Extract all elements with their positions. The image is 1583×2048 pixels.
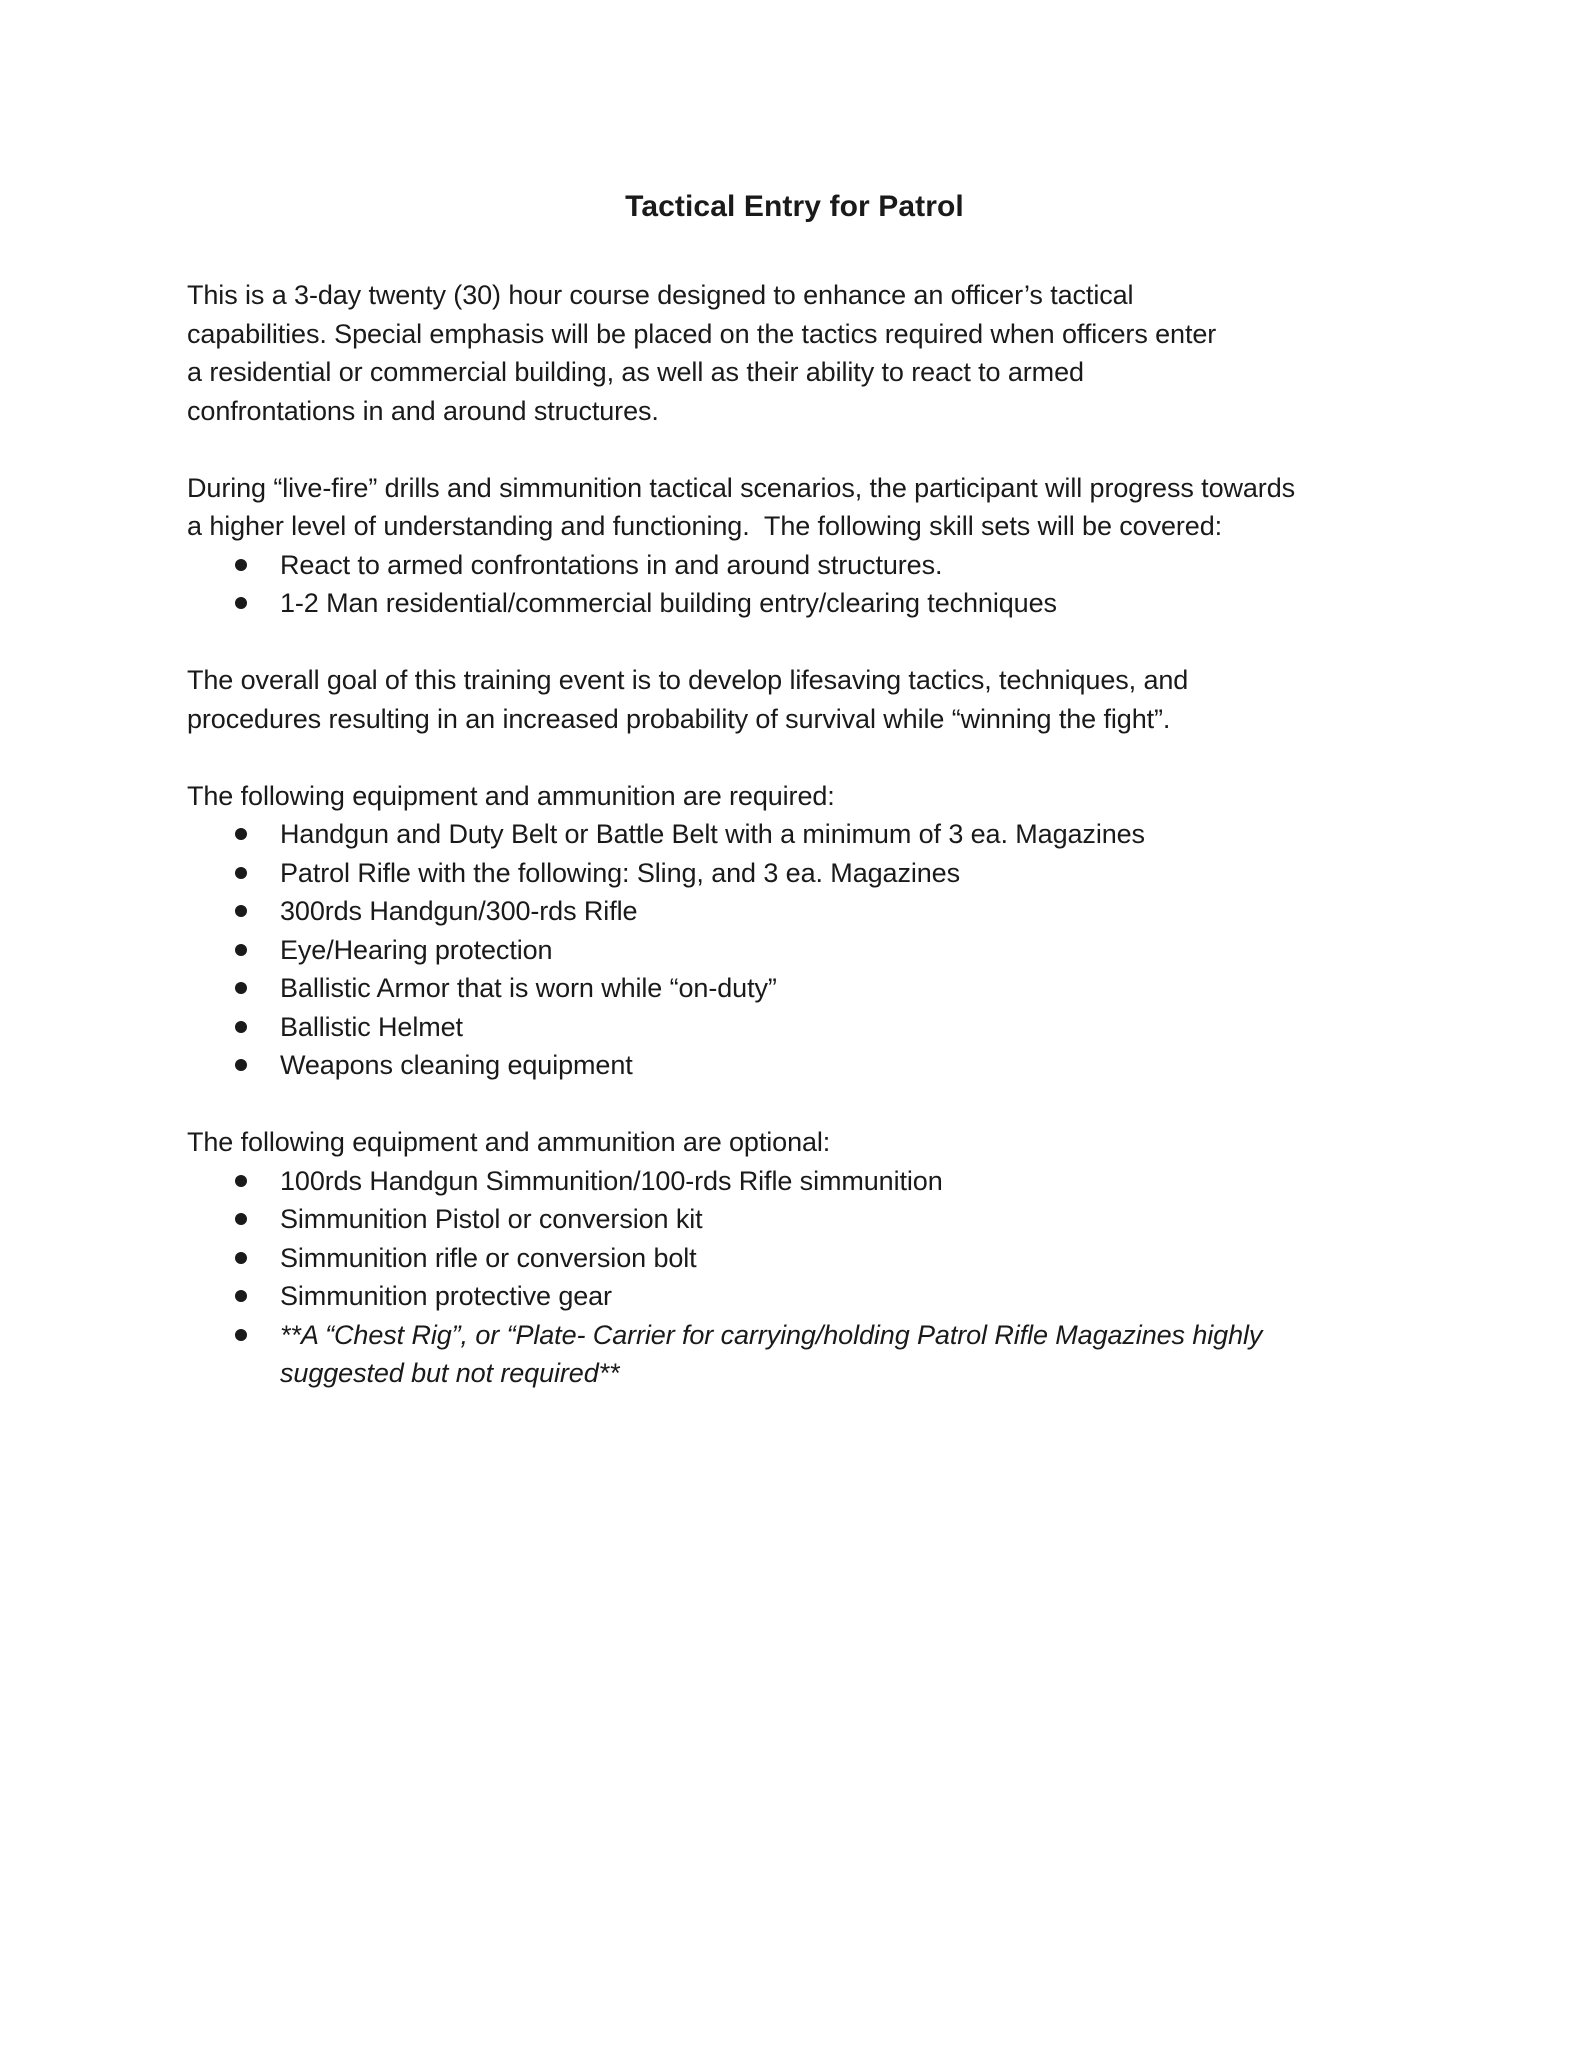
list-item: Patrol Rifle with the following: Sling, and 3 ea. Magazines [187,854,1340,893]
chest-rig-note: **A “Chest Rig”, or “Plate- Carrier for carrying/holding Patrol Rifle Magazines highly suggested but not required** [280,1319,1263,1388]
list-item: Ballistic Armor that is worn while “on-duty” [187,969,1340,1008]
drills-paragraph: During “live-fire” drills and simmunition tactical scenarios, the participant will progress towards a higher level of understanding and functioning. The following skill sets will be covered: [187,472,1303,541]
list-item: Ballistic Helmet [187,1008,1340,1047]
bullet-icon [235,559,247,571]
list-item: Simmunition protective gear [187,1277,1340,1316]
list-item: React to armed confrontations in and around structures. [187,546,1340,585]
required-heading: The following equipment and ammunition are required: [187,780,835,811]
bullet-icon [235,1021,247,1033]
bullet-icon [235,597,247,609]
list-item: 100rds Handgun Simmunition/100-rds Rifle simmunition [187,1162,1340,1201]
bullet-icon [235,1213,247,1225]
bullet-icon [235,867,247,879]
bullet-icon [235,1175,247,1187]
optional-heading: The following equipment and ammunition are optional: [187,1127,831,1157]
skill-sets-list [187,546,1427,623]
bullet-icon [235,1290,247,1302]
bullet-icon [235,1059,247,1071]
document-body [187,276,1427,1393]
list-item [187,1316,1340,1393]
list-item: Simmunition Pistol or conversion kit [187,1200,1340,1239]
list-item: Simmunition rifle or conversion bolt [187,1239,1340,1278]
list-item: 1-2 Man residential/commercial building entry/clearing techniques [187,584,1340,623]
intro-paragraph: This is a 3-day twenty (30) hour course designed to enhance an officer’s tactical capabilities. Special emphasis will be placed on the tactics required when officers enter a residential or commercial building, as well as their ability to react to armed confrontations in and around structures. [187,280,1224,426]
goal-paragraph: The overall goal of this training event is to develop lifesaving tactics, techniques, and procedures resulting in an increased probability of survival while “winning the fight”. [187,665,1196,734]
required-items-list [187,815,1427,1085]
list-item: Weapons cleaning equipment [187,1046,1340,1085]
list-item: Handgun and Duty Belt or Battle Belt with a minimum of 3 ea. Magazines [187,815,1340,854]
optional-items-list [187,1162,1427,1393]
bullet-icon [235,905,247,917]
bullet-icon [235,828,247,840]
list-item: Eye/Hearing protection [187,931,1340,970]
bullet-icon [235,944,247,956]
document-title: Tactical Entry for Patrol [625,190,964,223]
bullet-icon [235,1329,247,1341]
bullet-icon [235,982,247,994]
list-item: 300rds Handgun/300-rds Rifle [187,892,1340,931]
document-page [187,0,1427,2048]
bullet-icon [235,1252,247,1264]
